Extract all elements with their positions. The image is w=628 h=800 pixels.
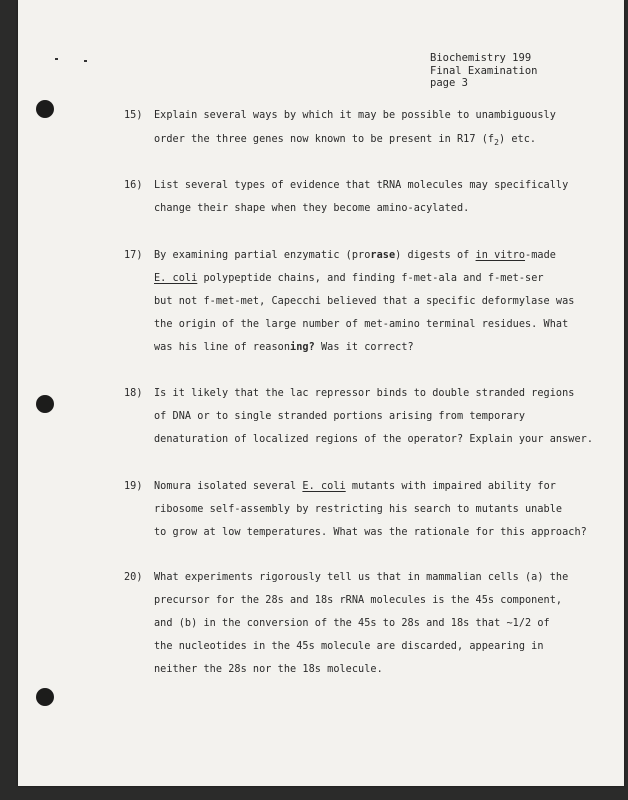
question-line: Explain several ways by which it may be possible to unambiguously xyxy=(154,110,556,121)
question-number: 18) xyxy=(124,388,143,399)
exam-title: Final Examination xyxy=(430,64,538,77)
ink-speck xyxy=(55,58,58,60)
question-line: precursor for the 28s and 18s rRNA molecules is the 45s component, xyxy=(154,595,563,606)
question-line: and (b) in the conversion of the 45s to 28s and 18s that ~1/2 of xyxy=(154,618,550,629)
question-line: ribosome self-assembly by restricting his search to mutants unable xyxy=(154,504,563,515)
question-number: 19) xyxy=(124,481,143,492)
question-line: the nucleotides in the 45s molecule are discarded, appearing in xyxy=(154,641,544,652)
question-line: was his line of reasoning? Was it correct? xyxy=(154,342,414,353)
question-line: neither the 28s nor the 18s molecule. xyxy=(154,664,383,675)
question-line: change their shape when they become amino-acylated. xyxy=(154,203,470,214)
punch-hole-top xyxy=(36,100,54,118)
question-number: 17) xyxy=(124,250,143,261)
course-title: Biochemistry 199 xyxy=(430,52,532,64)
question-number: 15) xyxy=(124,110,143,121)
question-line: but not f-met-met, Capecchi believed that a specific deformylase was xyxy=(154,296,575,307)
question-line: What experiments rigorously tell us that in mammalian cells (a) the xyxy=(154,572,569,583)
punch-hole-bottom xyxy=(36,688,54,706)
punch-hole-middle xyxy=(36,395,54,413)
question-line: E. coli polypeptide chains, and finding f-met-ala and f-met-ser xyxy=(154,273,544,284)
question-line: Nomura isolated several E. coli mutants with impaired ability for xyxy=(154,481,556,492)
question-line: the origin of the large number of met-amino terminal residues. What xyxy=(154,319,569,330)
question-number: 20) xyxy=(124,572,143,583)
question-line: denaturation of localized regions of the operator? Explain your answer. xyxy=(154,434,594,445)
page-number: page 3 xyxy=(430,77,468,89)
ink-speck xyxy=(84,60,87,62)
question-line: By examining partial enzymatic (prorase) digests of in vitro-made xyxy=(154,250,556,261)
question-line: List several types of evidence that tRNA molecules may specifically xyxy=(154,180,569,191)
question-line: order the three genes now known to be present in R17 $(f_2)$ etc. xyxy=(154,134,537,148)
exam-page xyxy=(18,0,624,786)
question-line: of DNA or to single stranded portions arising from temporary xyxy=(154,411,526,422)
page-header xyxy=(430,52,537,90)
question-number: 16) xyxy=(124,180,143,191)
question-line: to grow at low temperatures. What was the rationale for this approach? xyxy=(154,527,587,538)
question-line: Is it likely that the lac repressor binds to double stranded regions xyxy=(154,388,575,399)
